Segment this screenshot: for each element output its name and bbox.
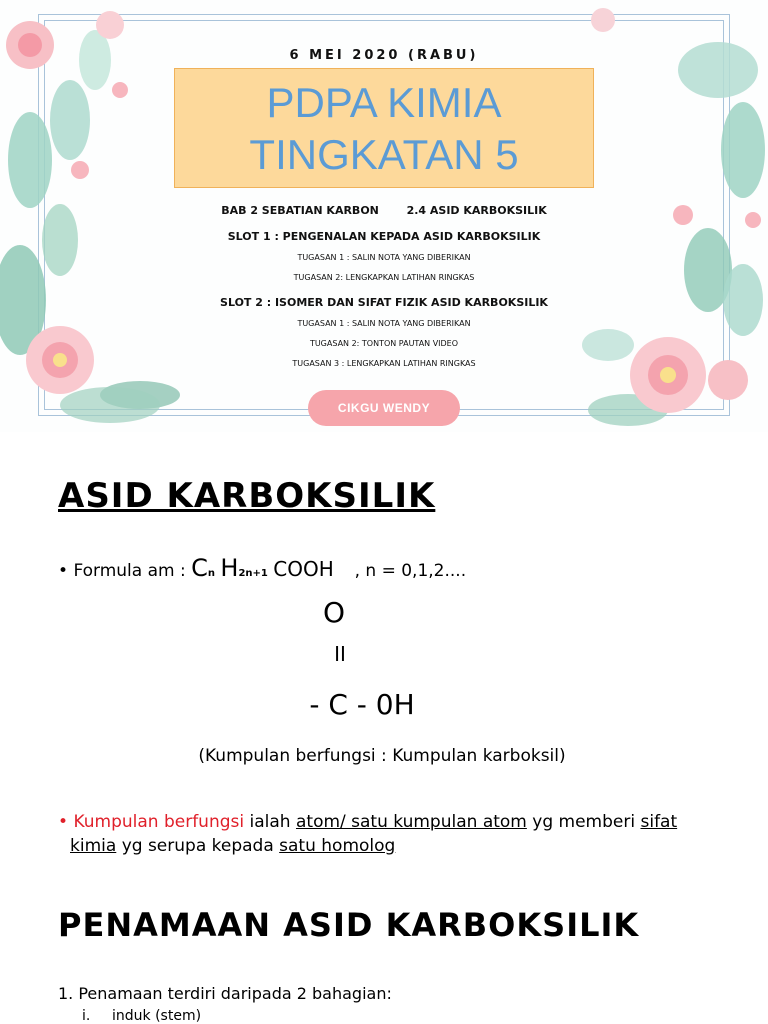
formula-carbon: C: [191, 554, 208, 582]
definition-text-5: kimia: [70, 836, 117, 856]
definition-text-3: yg memberi: [532, 812, 636, 832]
content-slide: [0, 432, 768, 1024]
definition-term: Kumpulan berfungsi: [73, 812, 245, 832]
slot-2-task-2: TUGASAN 2: TONTON PAUTAN VIDEO: [309, 339, 459, 348]
slide-date: 6 MEI 2020 (RABU): [289, 48, 479, 63]
heading-penamaan: PENAMAAN ASID KARBOKSILIK: [58, 906, 640, 944]
formula-hydrogen: H: [220, 554, 239, 582]
slot-1-task-1: TUGASAN 1 : SALIN NOTA YANG DIBERIKAN: [297, 253, 471, 262]
chapter-label: BAB 2 SEBATIAN KARBON: [221, 204, 379, 217]
slot-2-task-1: TUGASAN 1 : SALIN NOTA YANG DIBERIKAN: [297, 319, 471, 328]
slot-2-task-3: TUGASAN 3 : LENGKAPKAN LATIHAN RINGKAS: [292, 359, 476, 368]
definition-text-6: yg serupa kepada: [121, 836, 274, 856]
formula-n-values: , n = 0,1,2....: [354, 561, 467, 581]
general-formula: [58, 554, 466, 582]
bullet-icon-red: •: [58, 812, 69, 832]
heading-asid-karboksilik: ASID KARBOKSILIK: [58, 476, 436, 516]
struct-carboxyl-group: - C - 0H: [309, 688, 415, 721]
definition-text-4: sifat: [640, 812, 678, 832]
definition-text-2: atom/ satu kumpulan atom: [295, 812, 527, 832]
bullet-icon: •: [58, 561, 69, 581]
title-line-1: PDPA KIMIA: [266, 79, 502, 126]
slot-1-task-2: TUGASAN 2: LENGKAPKAN LATIHAN RINGKAS: [293, 273, 475, 282]
teacher-button[interactable]: CIKGU WENDY: [308, 390, 460, 426]
naming-point-1: 1. Penamaan terdiri daripada 2 bahagian:: [58, 984, 392, 1003]
formula-carbon-sub: n: [207, 568, 215, 579]
struct-oxygen: O: [322, 596, 346, 629]
chapter-line: [0, 204, 768, 217]
struct-double-bond: II: [334, 642, 346, 666]
functional-group-note: (Kumpulan berfungsi : Kumpulan karboksil): [198, 746, 566, 766]
title-box: [174, 68, 594, 188]
slot-2-title: SLOT 2 : ISOMER DAN SIFAT FIZIK ASID KARBOKSILIK: [220, 296, 548, 309]
naming-sub-marker: i.: [82, 1008, 91, 1024]
title-line-2: TINGKATAN 5: [249, 131, 519, 178]
definition-text-1: ialah: [249, 812, 291, 832]
formula-cooh: COOH: [273, 557, 334, 581]
formula-hydrogen-sub: 2n+1: [238, 568, 268, 579]
title-slide: [0, 0, 768, 432]
formula-label: Formula am :: [73, 561, 186, 581]
naming-sub-item: induk (stem): [112, 1008, 202, 1024]
slot-1-title: SLOT 1 : PENGENALAN KEPADA ASID KARBOKSILIK: [227, 230, 541, 243]
definition-bullet: [58, 810, 698, 858]
subtopic-label: 2.4 ASID KARBOKSILIK: [406, 204, 547, 217]
definition-text-7: satu homolog: [279, 836, 396, 856]
